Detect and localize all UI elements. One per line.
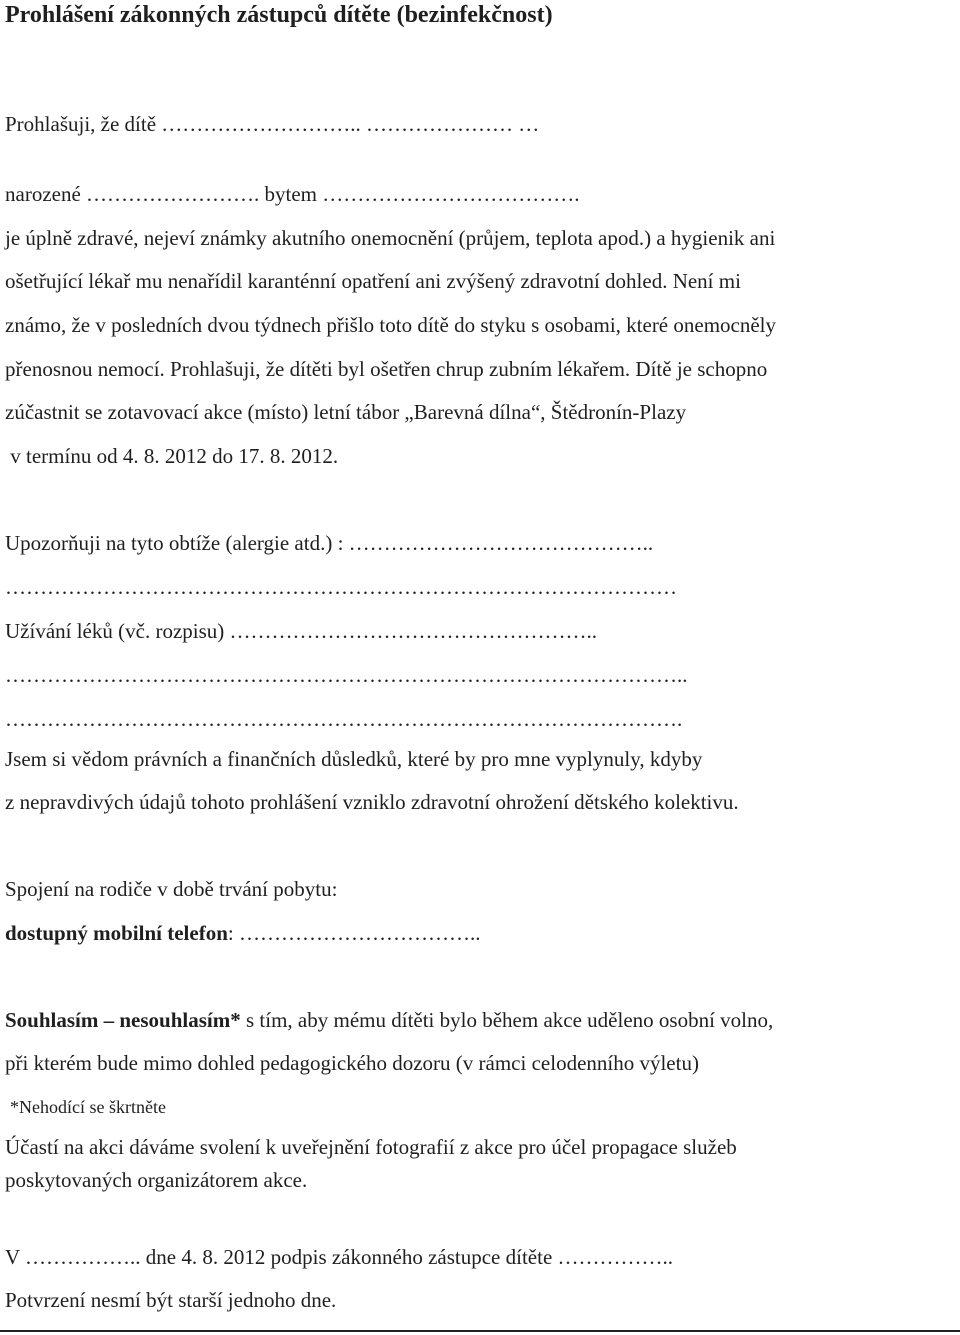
- signature-line: V …………….. dne 4. 8. 2012 podpis zákonného zástupce dítěte ……………..: [5, 1245, 674, 1269]
- phone-label: dostupný mobilní telefon: [5, 921, 228, 945]
- allergies-label: Upozorňuji na tyto obtíže (alergie atd.) : ……………………………………..: [5, 531, 654, 555]
- consent-line: [5, 1007, 773, 1033]
- birth-address-line: narozené ……………………. bytem ……………………………….: [5, 182, 580, 206]
- medicine-label: Užívání léků (vč. rozpisu) ……………………………………………..: [5, 619, 598, 643]
- declaration-line: je úplně zdravé, nejeví známky akutního onemocnění (průjem, teplota apod.) a hygienik ani: [5, 226, 776, 250]
- footnote: *Nehodící se škrtněte: [10, 1097, 166, 1117]
- medicine-fill-line: ……………………………………………………………………………………..: [5, 663, 688, 687]
- phone-line: [5, 920, 480, 946]
- bottom-rule: [0, 1330, 960, 1332]
- medicine-fill-line: …………………………………………………………………………………….: [5, 707, 683, 731]
- photo-consent-line: Účastí na akci dáváme svolení k uveřejnění fotografií z akce pro účel propagace služeb: [5, 1135, 737, 1159]
- consent-text: s tím, aby mému dítěti bylo během akce uděleno osobní volno,: [240, 1008, 774, 1032]
- page-title: Prohlášení zákonných zástupců dítěte (bezinfekčnost): [5, 2, 553, 28]
- declaration-line: známo, že v posledních dvou týdnech přišlo toto dítě do styku s osobami, které onemocněly: [5, 313, 777, 337]
- allergies-fill-line: ……………………………………………………………………………………: [5, 575, 677, 599]
- liability-line: Jsem si vědom právních a finančních důsledků, které by pro mne vyplynuly, kdyby: [5, 747, 703, 771]
- consent-options: Souhlasím – nesouhlasím*: [5, 1008, 241, 1032]
- phone-fill: : ……………………………..: [227, 921, 481, 945]
- declaration-line: zúčastnit se zotavovací akce (místo) letní tábor „Barevná dílna“, Štědronín-Plazy: [5, 400, 687, 424]
- child-name-line: Prohlašuji, že dítě ……………………….. ………………… …: [5, 112, 540, 136]
- liability-line: z nepravdivých údajů tohoto prohlášení vzniklo zdravotní ohrožení dětského kolektivu.: [5, 790, 739, 814]
- declaration-line: v termínu od 4. 8. 2012 do 17. 8. 2012.: [5, 444, 339, 468]
- declaration-line: ošetřující lékař mu nenařídil karanténní opatření ani zvýšený zdravotní dohled. Není mi: [5, 269, 741, 293]
- validity-note: Potvrzení nesmí být starší jednoho dne.: [5, 1288, 337, 1312]
- declaration-line: přenosnou nemocí. Prohlašuji, že dítěti byl ošetřen chrup zubním lékařem. Dítě je schopno: [5, 357, 768, 381]
- photo-consent-line: poskytovaných organizátorem akce.: [5, 1168, 308, 1192]
- contact-heading: Spojení na rodiče v době trvání pobytu:: [5, 877, 338, 901]
- consent-line-2: při kterém bude mimo dohled pedagogického dozoru (v rámci celodenního výletu): [5, 1051, 699, 1075]
